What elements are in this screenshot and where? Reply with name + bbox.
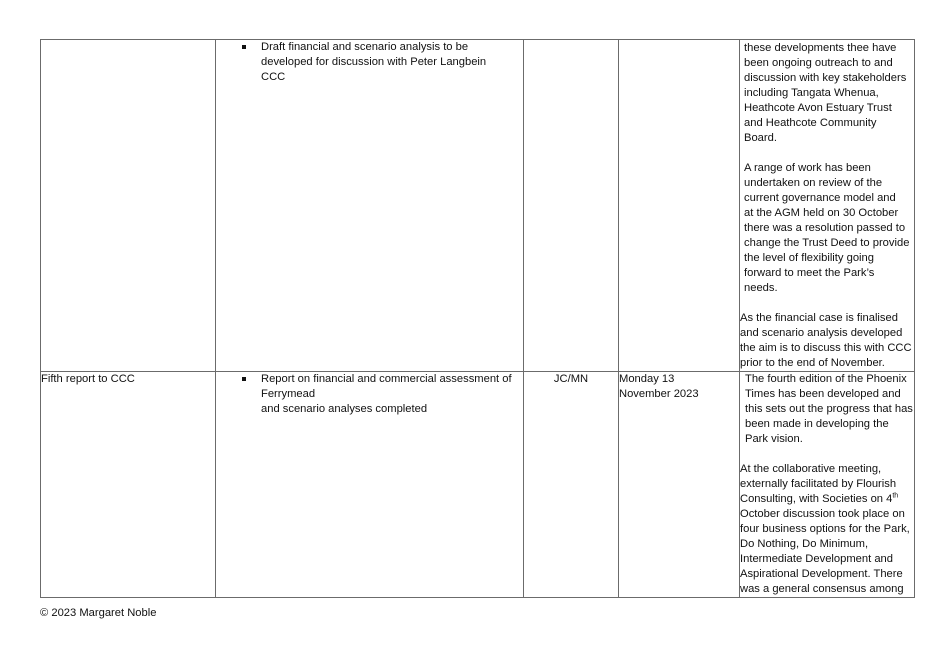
progress-cell <box>740 40 915 372</box>
progress-paragraph <box>740 41 914 146</box>
copyright-footer: © 2023 Margaret Noble <box>40 607 157 619</box>
text-line: been made in developing the <box>745 418 889 430</box>
ordinal-suffix: th <box>892 492 899 500</box>
deliverable-item <box>216 40 523 85</box>
progress-line: Intermediate Development and <box>740 553 893 565</box>
text-line: and Heathcote Community <box>744 117 877 129</box>
text-line: been ongoing outreach to and <box>744 57 893 69</box>
when-cell <box>619 372 740 598</box>
progress-line: was a general consensus among <box>740 583 904 595</box>
progress-line: At the collaborative meeting, <box>740 463 882 475</box>
progress-paragraph <box>740 372 914 447</box>
progress-line <box>740 492 914 507</box>
text-line: A range of work has been <box>744 162 871 174</box>
text-line: change the Trust Deed to provide <box>744 237 910 249</box>
text-line: and scenario analyses completed <box>261 403 428 415</box>
progress-report-table <box>40 39 915 598</box>
deliverables-cell <box>216 40 524 372</box>
activity-cell: Fifth report to CCC <box>41 372 216 598</box>
deliverables-cell <box>216 372 524 598</box>
text-line: discussion with key stakeholders <box>744 72 907 84</box>
deliverables-list <box>216 372 523 417</box>
text-line: Heathcote Avon Estuary Trust <box>744 102 892 114</box>
text-line: these developments thee have <box>744 42 897 54</box>
text-line: Times has been developed and <box>745 388 901 400</box>
text-line: Park vision. <box>745 433 803 445</box>
text-line: forward to meet the Park’s <box>744 267 875 279</box>
text-line: prior to the end of November. <box>740 357 885 369</box>
progress-line: October discussion took place on <box>740 508 905 520</box>
deliverables-list <box>216 40 523 85</box>
text-line: at the AGM held on 30 October <box>744 207 899 219</box>
text-line: Ferrymead <box>261 388 316 400</box>
who-cell <box>524 40 619 372</box>
text-line: Draft financial and scenario analysis to be <box>261 41 469 53</box>
progress-line: Do Nothing, Do Minimum, <box>740 538 869 550</box>
text-line: Board. <box>744 132 777 144</box>
progress-paragraph <box>740 462 914 597</box>
progress-paragraph <box>740 311 914 371</box>
text-line: including Tangata Whenua, <box>744 87 879 99</box>
deliverable-item <box>216 372 523 417</box>
text-line: CCC <box>261 71 286 83</box>
activity-cell <box>41 40 216 372</box>
who-cell: JC/MN <box>524 372 619 598</box>
progress-text: Consulting, with Societies on 4 <box>740 493 893 505</box>
progress-cell <box>740 372 915 598</box>
progress-line: externally facilitated by Flourish <box>740 478 897 490</box>
text-line: Monday 13 <box>619 373 675 385</box>
table-row <box>41 372 915 598</box>
text-line: there was a resolution passed to <box>744 222 906 234</box>
text-line: As the financial case is finalised <box>740 312 898 324</box>
progress-line: four business options for the Park, <box>740 523 910 535</box>
when-cell <box>619 40 740 372</box>
text-line: November 2023 <box>619 388 699 400</box>
text-line: undertaken on review of the <box>744 177 883 189</box>
text-line: and scenario analysis developed <box>740 327 903 339</box>
progress-line: Aspirational Development. There <box>740 568 903 580</box>
text-line: Report on financial and commercial assessment of <box>261 373 512 385</box>
text-line: current governance model and <box>744 192 896 204</box>
text-line: the aim is to discuss this with CCC <box>740 342 912 354</box>
progress-paragraph <box>740 161 914 296</box>
text-line: this sets out the progress that has <box>745 403 913 415</box>
text-line: needs. <box>744 282 778 294</box>
table-row <box>41 40 915 372</box>
text-line: The fourth edition of the Phoenix <box>745 373 907 385</box>
text-line: the level of flexibility going <box>744 252 874 264</box>
text-line: developed for discussion with Peter Langbein <box>261 56 487 68</box>
